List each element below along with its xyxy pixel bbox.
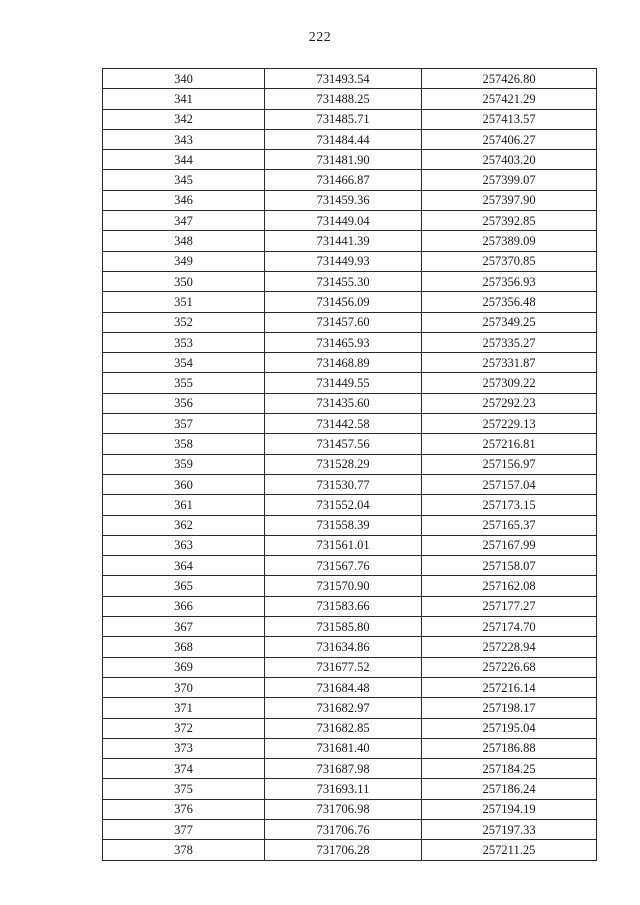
table-row [103, 840, 597, 860]
y-coordinate-cell: 257184.25 [422, 759, 597, 779]
point-number-cell: 363 [103, 535, 265, 555]
point-number-cell: 346 [103, 190, 265, 210]
y-coordinate-cell: 257292.23 [422, 393, 597, 413]
y-coordinate-cell: 257197.33 [422, 819, 597, 839]
point-number-cell: 366 [103, 596, 265, 616]
x-coordinate-cell: 731468.89 [265, 353, 422, 373]
point-number-cell: 360 [103, 474, 265, 494]
y-coordinate-cell: 257186.88 [422, 738, 597, 758]
point-number-cell: 344 [103, 150, 265, 170]
x-coordinate-cell: 731485.71 [265, 109, 422, 129]
table-row [103, 231, 597, 251]
x-coordinate-cell: 731706.28 [265, 840, 422, 860]
table-row [103, 495, 597, 515]
table-row [103, 434, 597, 454]
table-row [103, 393, 597, 413]
y-coordinate-cell: 257413.57 [422, 109, 597, 129]
x-coordinate-cell: 731441.39 [265, 231, 422, 251]
y-coordinate-cell: 257195.04 [422, 718, 597, 738]
table-row [103, 170, 597, 190]
x-coordinate-cell: 731488.25 [265, 89, 422, 109]
point-number-cell: 356 [103, 393, 265, 413]
y-coordinate-cell: 257156.97 [422, 454, 597, 474]
table-row [103, 332, 597, 352]
table-row [103, 596, 597, 616]
x-coordinate-cell: 731687.98 [265, 759, 422, 779]
table-row [103, 799, 597, 819]
table-row [103, 515, 597, 535]
x-coordinate-cell: 731634.86 [265, 637, 422, 657]
table-row [103, 150, 597, 170]
table-row [103, 251, 597, 271]
point-number-cell: 358 [103, 434, 265, 454]
point-number-cell: 367 [103, 617, 265, 637]
point-number-cell: 368 [103, 637, 265, 657]
table-row [103, 535, 597, 555]
x-coordinate-cell: 731449.55 [265, 373, 422, 393]
x-coordinate-cell: 731561.01 [265, 535, 422, 555]
table-row [103, 779, 597, 799]
x-coordinate-cell: 731449.93 [265, 251, 422, 271]
point-number-cell: 357 [103, 414, 265, 434]
y-coordinate-cell: 257198.17 [422, 698, 597, 718]
x-coordinate-cell: 731681.40 [265, 738, 422, 758]
point-number-cell: 370 [103, 677, 265, 697]
table-row [103, 414, 597, 434]
table-row [103, 312, 597, 332]
table-row [103, 109, 597, 129]
y-coordinate-cell: 257309.22 [422, 373, 597, 393]
point-number-cell: 374 [103, 759, 265, 779]
page-number: 222 [308, 30, 332, 45]
x-coordinate-cell: 731530.77 [265, 474, 422, 494]
point-number-cell: 343 [103, 129, 265, 149]
x-coordinate-cell: 731706.76 [265, 819, 422, 839]
y-coordinate-cell: 257397.90 [422, 190, 597, 210]
y-coordinate-cell: 257399.07 [422, 170, 597, 190]
x-coordinate-cell: 731583.66 [265, 596, 422, 616]
y-coordinate-cell: 257406.27 [422, 129, 597, 149]
y-coordinate-cell: 257392.85 [422, 211, 597, 231]
point-number-cell: 377 [103, 819, 265, 839]
point-number-cell: 352 [103, 312, 265, 332]
point-number-cell: 365 [103, 576, 265, 596]
y-coordinate-cell: 257216.14 [422, 677, 597, 697]
y-coordinate-cell: 257421.29 [422, 89, 597, 109]
point-number-cell: 371 [103, 698, 265, 718]
point-number-cell: 376 [103, 799, 265, 819]
y-coordinate-cell: 257174.70 [422, 617, 597, 637]
point-number-cell: 342 [103, 109, 265, 129]
table-row [103, 454, 597, 474]
table-row [103, 271, 597, 291]
point-number-cell: 350 [103, 271, 265, 291]
y-coordinate-cell: 257331.87 [422, 353, 597, 373]
x-coordinate-cell: 731552.04 [265, 495, 422, 515]
table-row [103, 657, 597, 677]
point-number-cell: 353 [103, 332, 265, 352]
table-row [103, 738, 597, 758]
x-coordinate-cell: 731449.04 [265, 211, 422, 231]
x-coordinate-cell: 731682.85 [265, 718, 422, 738]
y-coordinate-cell: 257226.68 [422, 657, 597, 677]
table-row [103, 637, 597, 657]
point-number-cell: 347 [103, 211, 265, 231]
x-coordinate-cell: 731693.11 [265, 779, 422, 799]
x-coordinate-cell: 731558.39 [265, 515, 422, 535]
table-row [103, 556, 597, 576]
y-coordinate-cell: 257403.20 [422, 150, 597, 170]
x-coordinate-cell: 731457.60 [265, 312, 422, 332]
table-row [103, 353, 597, 373]
x-coordinate-cell: 731677.52 [265, 657, 422, 677]
x-coordinate-cell: 731484.44 [265, 129, 422, 149]
x-coordinate-cell: 731706.98 [265, 799, 422, 819]
coordinates-table [102, 68, 597, 861]
y-coordinate-cell: 257194.19 [422, 799, 597, 819]
point-number-cell: 364 [103, 556, 265, 576]
y-coordinate-cell: 257229.13 [422, 414, 597, 434]
y-coordinate-cell: 257389.09 [422, 231, 597, 251]
x-coordinate-cell: 731567.76 [265, 556, 422, 576]
point-number-cell: 340 [103, 69, 265, 89]
coordinates-table-body [103, 69, 597, 861]
table-row [103, 69, 597, 89]
y-coordinate-cell: 257157.04 [422, 474, 597, 494]
y-coordinate-cell: 257173.15 [422, 495, 597, 515]
y-coordinate-cell: 257349.25 [422, 312, 597, 332]
y-coordinate-cell: 257177.27 [422, 596, 597, 616]
x-coordinate-cell: 731528.29 [265, 454, 422, 474]
y-coordinate-cell: 257211.25 [422, 840, 597, 860]
x-coordinate-cell: 731684.48 [265, 677, 422, 697]
table-row [103, 89, 597, 109]
table-row [103, 617, 597, 637]
y-coordinate-cell: 257186.24 [422, 779, 597, 799]
point-number-cell: 359 [103, 454, 265, 474]
y-coordinate-cell: 257356.48 [422, 292, 597, 312]
table-row [103, 292, 597, 312]
x-coordinate-cell: 731682.97 [265, 698, 422, 718]
y-coordinate-cell: 257426.80 [422, 69, 597, 89]
point-number-cell: 369 [103, 657, 265, 677]
table-row [103, 190, 597, 210]
x-coordinate-cell: 731459.36 [265, 190, 422, 210]
table-row [103, 211, 597, 231]
y-coordinate-cell: 257165.37 [422, 515, 597, 535]
point-number-cell: 362 [103, 515, 265, 535]
point-number-cell: 375 [103, 779, 265, 799]
y-coordinate-cell: 257370.85 [422, 251, 597, 271]
table-row [103, 677, 597, 697]
y-coordinate-cell: 257162.08 [422, 576, 597, 596]
table-row [103, 129, 597, 149]
table-row [103, 698, 597, 718]
y-coordinate-cell: 257158.07 [422, 556, 597, 576]
point-number-cell: 361 [103, 495, 265, 515]
point-number-cell: 355 [103, 373, 265, 393]
x-coordinate-cell: 731457.56 [265, 434, 422, 454]
point-number-cell: 349 [103, 251, 265, 271]
y-coordinate-cell: 257228.94 [422, 637, 597, 657]
table-row [103, 718, 597, 738]
x-coordinate-cell: 731442.58 [265, 414, 422, 434]
table-row [103, 576, 597, 596]
table-row [103, 474, 597, 494]
x-coordinate-cell: 731481.90 [265, 150, 422, 170]
y-coordinate-cell: 257167.99 [422, 535, 597, 555]
x-coordinate-cell: 731570.90 [265, 576, 422, 596]
table-row [103, 373, 597, 393]
point-number-cell: 351 [103, 292, 265, 312]
x-coordinate-cell: 731435.60 [265, 393, 422, 413]
point-number-cell: 372 [103, 718, 265, 738]
point-number-cell: 348 [103, 231, 265, 251]
x-coordinate-cell: 731585.80 [265, 617, 422, 637]
x-coordinate-cell: 731456.09 [265, 292, 422, 312]
point-number-cell: 373 [103, 738, 265, 758]
x-coordinate-cell: 731493.54 [265, 69, 422, 89]
table-row [103, 759, 597, 779]
y-coordinate-cell: 257356.93 [422, 271, 597, 291]
x-coordinate-cell: 731465.93 [265, 332, 422, 352]
table-row [103, 819, 597, 839]
point-number-cell: 378 [103, 840, 265, 860]
point-number-cell: 354 [103, 353, 265, 373]
point-number-cell: 345 [103, 170, 265, 190]
y-coordinate-cell: 257335.27 [422, 332, 597, 352]
point-number-cell: 341 [103, 89, 265, 109]
x-coordinate-cell: 731455.30 [265, 271, 422, 291]
x-coordinate-cell: 731466.87 [265, 170, 422, 190]
y-coordinate-cell: 257216.81 [422, 434, 597, 454]
